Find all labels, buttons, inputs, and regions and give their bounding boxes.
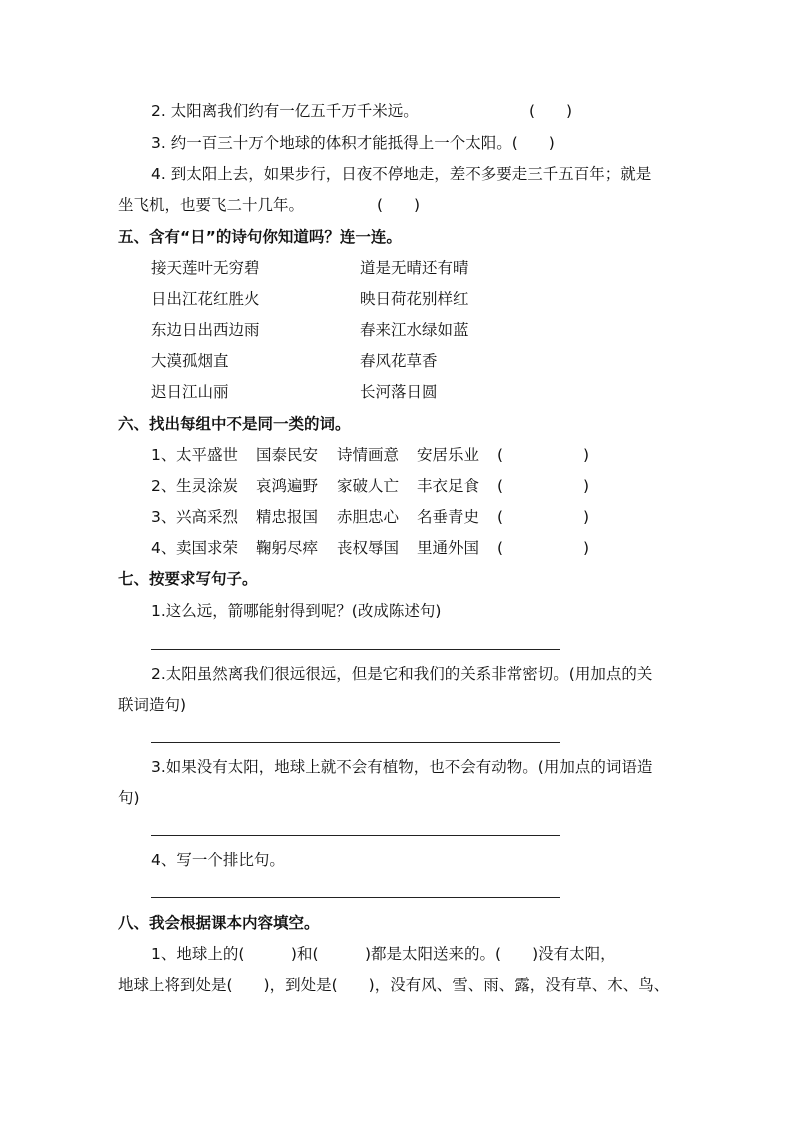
question-3-line2: 句) — [118, 789, 140, 807]
question-2-line2: 联词造句) — [118, 696, 187, 714]
section-6-heading: 六、找出每组中不是同一类的词。 — [118, 415, 351, 433]
poem-left-3[interactable]: 东边日出西边雨 — [151, 321, 260, 339]
word[interactable]: 名垂青史 — [417, 508, 480, 526]
question-1: 1.这么远，箭哪能射得到呢？(改成陈述句) — [151, 602, 442, 620]
row-number: 1、 — [151, 446, 177, 464]
poem-right-1[interactable]: 道是无晴还有晴 — [360, 259, 469, 277]
answer-paren-close: ) — [583, 477, 590, 495]
word[interactable]: 丰衣足食 — [417, 477, 480, 495]
section-8-heading: 八、我会根据课本内容填空。 — [118, 914, 320, 932]
word[interactable]: 诗情画意 — [337, 446, 400, 464]
word[interactable]: 生灵涂炭 — [176, 477, 239, 495]
row-number: 4、 — [151, 539, 177, 557]
answer-paren-4[interactable]: ( ) — [377, 196, 421, 214]
question-4: 4、写一个排比句。 — [151, 851, 285, 869]
item-3: 3. 约一百三十万个地球的体积才能抵得上一个太阳。( ) — [151, 134, 555, 152]
word[interactable]: 太平盛世 — [176, 446, 239, 464]
word[interactable]: 鞠躬尽瘁 — [256, 539, 319, 557]
answer-paren-close: ) — [583, 508, 590, 526]
fill-blank-line1[interactable]: 1、地球上的( )和( )都是太阳送来的。( )没有太阳， — [151, 945, 616, 963]
answer-line-3[interactable] — [151, 835, 560, 836]
poem-right-3[interactable]: 春来江水绿如蓝 — [360, 321, 469, 339]
word[interactable]: 精忠报国 — [256, 508, 319, 526]
answer-paren-close: ) — [583, 539, 590, 557]
section-5-heading: 五、含有“日”的诗句你知道吗？连一连。 — [118, 228, 402, 246]
item-4-line2: 坐飞机，也要飞二十几年。 — [118, 196, 305, 214]
poem-left-1[interactable]: 接天莲叶无穷碧 — [151, 259, 260, 277]
answer-paren-close: ) — [583, 446, 590, 464]
poem-left-5[interactable]: 迟日江山丽 — [151, 383, 229, 401]
word[interactable]: 家破人亡 — [337, 477, 400, 495]
item-4-line1: 4. 到太阳上去，如果步行，日夜不停地走，差不多要走三千五百年；就是 — [151, 165, 652, 183]
answer-paren-open[interactable]: ( — [497, 477, 504, 495]
item-2: 2. 太阳离我们约有一亿五千万千米远。 — [151, 102, 419, 120]
section-7-heading: 七、按要求写句子。 — [118, 570, 258, 588]
word[interactable]: 丧权辱国 — [337, 539, 400, 557]
answer-paren-open[interactable]: ( — [497, 446, 504, 464]
poem-right-5[interactable]: 长河落日圆 — [360, 383, 438, 401]
poem-right-2[interactable]: 映日荷花别样红 — [360, 290, 469, 308]
row-number: 3、 — [151, 508, 177, 526]
fill-blank-line2[interactable]: 地球上将到处是( )，到处是( )，没有风、雪、雨、露，没有草、木、鸟、 — [118, 976, 670, 994]
answer-line-2[interactable] — [151, 742, 560, 743]
word[interactable]: 卖国求荣 — [176, 539, 239, 557]
word[interactable]: 安居乐业 — [417, 446, 480, 464]
word[interactable]: 国泰民安 — [256, 446, 319, 464]
row-number: 2、 — [151, 477, 177, 495]
word[interactable]: 兴高采烈 — [176, 508, 239, 526]
word[interactable]: 哀鸿遍野 — [256, 477, 319, 495]
question-2-line1: 2.太阳虽然离我们很远很远，但是它和我们的关系非常密切。(用加点的关 — [151, 665, 653, 683]
answer-line-4[interactable] — [151, 897, 560, 898]
answer-paren-open[interactable]: ( — [497, 539, 504, 557]
poem-right-4[interactable]: 春风花草香 — [360, 352, 438, 370]
word[interactable]: 赤胆忠心 — [337, 508, 400, 526]
answer-paren-open[interactable]: ( — [497, 508, 504, 526]
word[interactable]: 里通外国 — [417, 539, 480, 557]
poem-left-2[interactable]: 日出江花红胜火 — [151, 290, 260, 308]
answer-line-1[interactable] — [151, 649, 560, 650]
poem-left-4[interactable]: 大漠孤烟直 — [151, 352, 229, 370]
answer-paren-2[interactable]: ( ) — [529, 102, 573, 120]
question-3-line1: 3.如果没有太阳，地球上就不会有植物，也不会有动物。(用加点的词语造 — [151, 758, 653, 776]
